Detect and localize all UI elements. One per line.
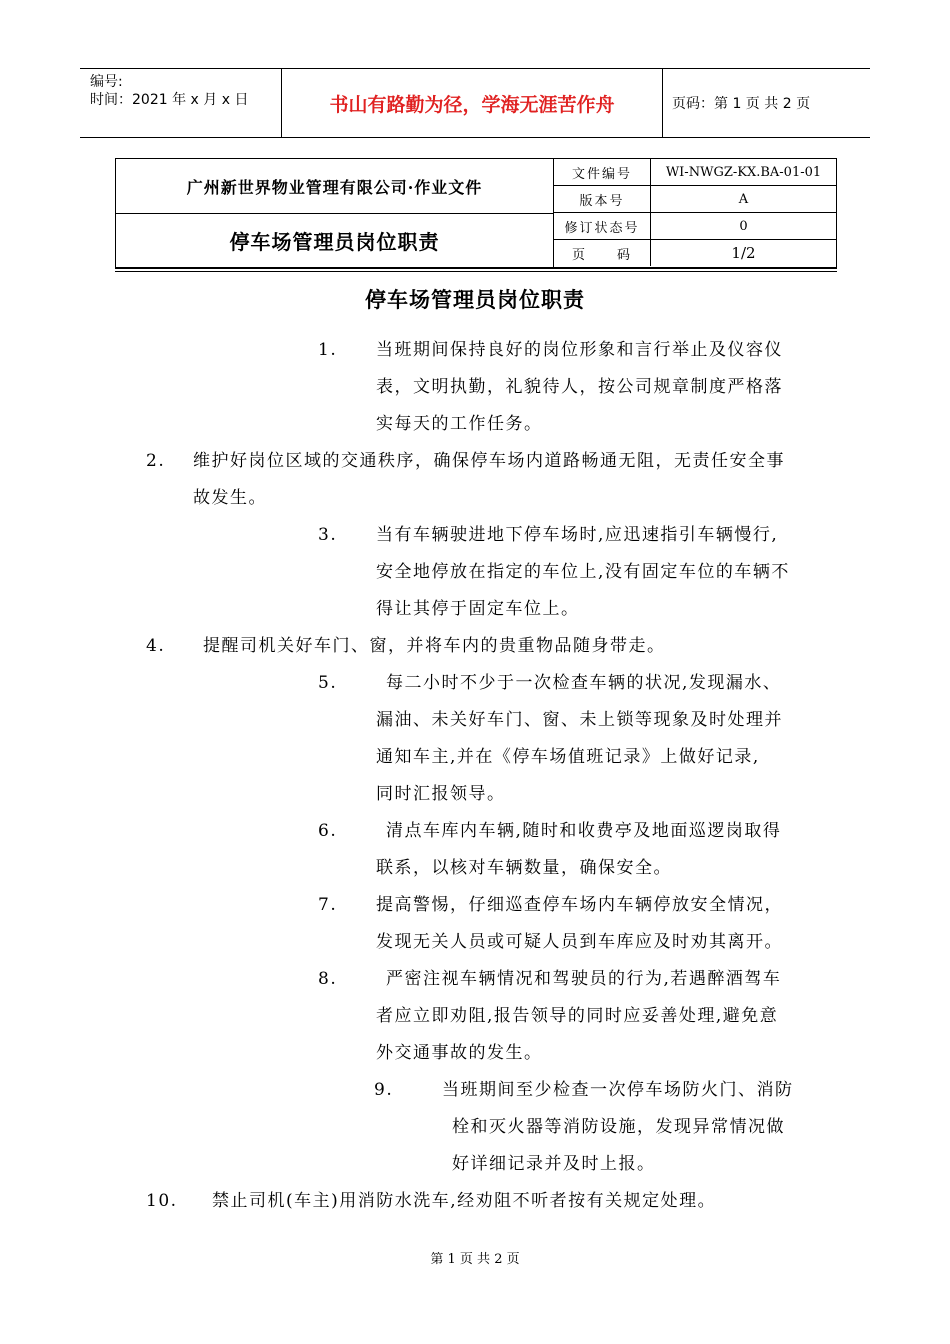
item-line: 得让其停于固定车位上。	[376, 599, 580, 619]
row-key: 版本号	[554, 186, 651, 212]
revision-row	[554, 213, 836, 240]
item-line: 提醒司机关好车门、窗，并将车内的贵重物品随身带走。	[203, 636, 666, 656]
item-line: 维护好岗位区域的交通秩序，确保停车场内道路畅通无阻，无责任安全事	[193, 451, 785, 471]
item-number: 7.	[318, 895, 338, 915]
document-control-table	[115, 158, 837, 269]
item-number: 6.	[318, 821, 338, 841]
row-key: 页 码	[554, 240, 651, 266]
item-line: 安全地停放在指定的车位上,没有固定车位的车辆不	[376, 562, 790, 582]
item-line: 外交通事故的发生。	[376, 1043, 543, 1063]
row-value: 0	[739, 218, 748, 234]
item-line: 表，文明执勤，礼貌待人，按公司规章制度严格落	[376, 377, 783, 397]
item-number: 5.	[318, 673, 338, 693]
item-line: 清点车库内车辆,随时和收费亭及地面巡逻岗取得	[386, 821, 782, 841]
section-heading: 停车场管理员岗位职责	[365, 287, 585, 312]
item-line: 发现无关人员或可疑人员到车库应及时劝其离开。	[376, 932, 783, 952]
document-title: 停车场管理员岗位职责	[116, 214, 554, 267]
page-header	[80, 68, 870, 138]
item-line: 栓和灭火器等消防设施，发现异常情况做	[452, 1117, 785, 1137]
item-number: 8.	[318, 969, 338, 989]
file-number-row	[554, 159, 836, 186]
item-number: 4.	[146, 636, 166, 656]
version-row	[554, 186, 836, 213]
item-line: 联系，以核对车辆数量，确保安全。	[376, 858, 672, 878]
row-value: A	[738, 191, 749, 207]
item-number: 1.	[318, 340, 338, 360]
row-value: WI-NWGZ-KX.BA-01-01	[665, 164, 822, 180]
item-line: 当班期间至少检查一次停车场防火门、消防	[442, 1080, 794, 1100]
row-value: 1/2	[731, 244, 756, 262]
company-name: 广州新世界物业管理有限公司·作业文件	[116, 159, 554, 214]
number-label: 编号:	[90, 74, 123, 90]
item-line: 者应立即劝阻,报告领导的同时应妥善处理,避免意	[376, 1006, 779, 1026]
item-line: 通知车主,并在《停车场值班记录》上做好记录,	[376, 747, 760, 767]
item-line: 严密注视车辆情况和驾驶员的行为,若遇醉酒驾车	[386, 969, 782, 989]
header-page-info: 页码：第 1 页 共 2 页	[672, 96, 811, 112]
item-line: 每二小时不少于一次检查车辆的状况,发现漏水、	[386, 673, 782, 693]
page-footer: 第 1 页 共 2 页	[430, 1252, 520, 1267]
item-line: 提高警惕，仔细巡查停车场内车辆停放安全情况，	[376, 895, 783, 915]
item-line: 当有车辆驶进地下停车场时,应迅速指引车辆慢行,	[376, 525, 779, 545]
item-line: 当班期间保持良好的岗位形象和言行举止及仪容仪	[376, 340, 783, 360]
item-number: 3.	[318, 525, 338, 545]
item-number: 9.	[374, 1080, 394, 1100]
page-row	[554, 240, 836, 266]
table-bottom-rule	[115, 271, 837, 272]
item-line: 同时汇报领导。	[376, 784, 506, 804]
item-line: 故发生。	[193, 488, 267, 508]
row-key: 文件编号	[554, 159, 651, 185]
item-line: 漏油、未关好车门、窗、未上锁等现象及时处理并	[376, 710, 783, 730]
item-number: 10.	[146, 1191, 178, 1211]
header-motto: 书山有路勤为径，学海无涯苦作舟	[282, 69, 663, 137]
header-meta	[80, 69, 282, 137]
time-label: 时间：2021 年 x 月 x 日	[90, 92, 249, 108]
item-line: 好详细记录并及时上报。	[452, 1154, 656, 1174]
item-line: 实每天的工作任务。	[376, 414, 543, 434]
row-key: 修订状态号	[554, 213, 651, 239]
item-number: 2.	[146, 451, 166, 471]
item-line: 禁止司机(车主)用消防水洗车,经劝阻不听者按有关规定处理。	[212, 1191, 717, 1211]
